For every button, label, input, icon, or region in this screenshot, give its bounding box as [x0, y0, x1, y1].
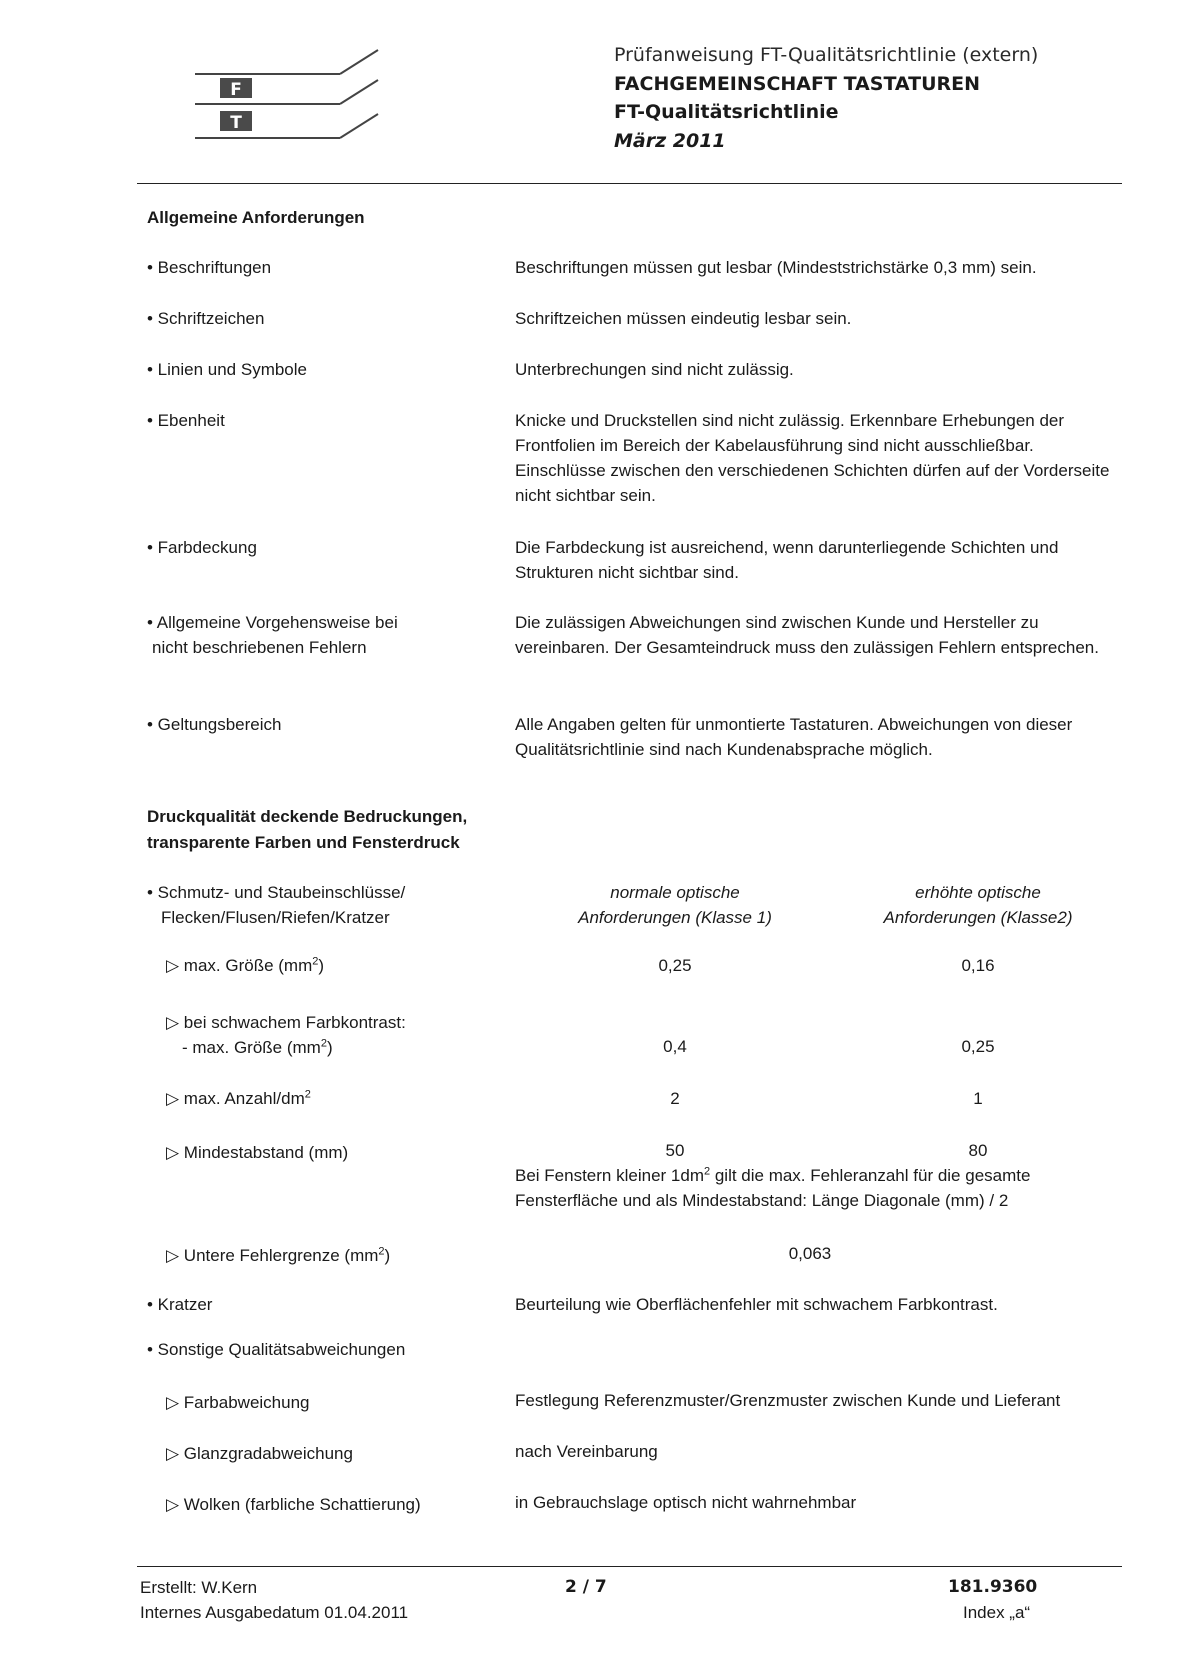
- item-label-linien: • Linien und Symbole: [147, 360, 307, 379]
- row-label-max-size: [166, 953, 324, 978]
- column-header-class1: [555, 880, 795, 930]
- item-label-ebenheit: • Ebenheit: [147, 411, 225, 430]
- value-max-size-class2: 0,16: [961, 956, 995, 975]
- row-text-glanzgrad: nach Vereinbarung: [515, 1442, 658, 1461]
- header-date: März 2011: [614, 130, 726, 152]
- footer-page-number: 2 / 7: [565, 1577, 607, 1597]
- value-low-contrast-class2: 0,25: [961, 1037, 995, 1056]
- row-label-glanzgrad: ▷ Glanzgradabweichung: [166, 1444, 353, 1463]
- row-label-max-size-end: ): [318, 956, 325, 975]
- item-label-beschriftungen: • Beschriftungen: [147, 258, 272, 277]
- value-max-count-class1: 2: [670, 1089, 680, 1108]
- value-lower-limit: 0,063: [788, 1244, 832, 1263]
- footer-divider: [137, 1566, 1122, 1567]
- item-text-geltungsbereich: Alle Angaben gelten für unmontierte Tastaturen. Abweichungen von dieser Qualitätsrichtlinie sind nach Kundenabsprache möglich.: [515, 715, 1073, 759]
- row-label-lower-limit: [166, 1243, 390, 1268]
- row-label-low-contrast: [166, 1010, 406, 1060]
- column-header-class2-line1: erhöhte optische: [915, 883, 1041, 902]
- window-note-text-a: Bei Fenstern kleiner 1dm: [515, 1166, 704, 1185]
- row-label-max-size-sup: 2: [312, 955, 319, 968]
- header-title: Prüfanweisung FT-Qualitätsrichtlinie (extern): [614, 44, 1039, 66]
- logo-letter-f: F: [230, 80, 242, 100]
- footer-issue-date: Internes Ausgabedatum 01.04.2011: [140, 1603, 409, 1622]
- item-label-schriftzeichen: • Schriftzeichen: [147, 309, 265, 328]
- column-header-class2: [858, 880, 1098, 930]
- item-text-linien: Unterbrechungen sind nicht zulässig.: [515, 360, 794, 379]
- row-label-max-count-text: ▷ max. Anzahl/dm: [166, 1089, 305, 1108]
- logo-letter-t: T: [230, 113, 242, 133]
- footer-index: Index „a“: [963, 1603, 1031, 1622]
- column-header-class2-line2: Anforderungen (Klasse2): [883, 908, 1073, 927]
- item-label-vorgehensweise: [147, 610, 398, 660]
- window-note: [515, 1163, 1115, 1213]
- value-max-size-class1: 0,25: [658, 956, 692, 975]
- row-label-max-count: [166, 1086, 311, 1111]
- row-label-min-distance: ▷ Mindestabstand (mm): [166, 1143, 349, 1162]
- item-label-sonstige: • Sonstige Qualitätsabweichungen: [147, 1340, 406, 1359]
- item-label-vorgehensweise-line1: • Allgemeine Vorgehensweise bei: [147, 613, 398, 632]
- row-label-low-contrast-sup: 2: [320, 1037, 327, 1050]
- row-label-wolken: ▷ Wolken (farbliche Schattierung): [166, 1495, 421, 1514]
- section-title-general: Allgemeine Anforderungen: [147, 208, 365, 227]
- window-note-text-b: gilt die max. Fehleranzahl für die gesamte: [710, 1166, 1031, 1185]
- footer-doc-number: 181.9360: [948, 1577, 1038, 1597]
- header-divider: [137, 183, 1122, 184]
- ft-logo-graphic: [190, 44, 390, 154]
- column-header-class1-line2: Anforderungen (Klasse 1): [578, 908, 772, 927]
- item-label-schmutz-line1: • Schmutz- und Staubeinschlüsse/: [147, 883, 406, 902]
- item-label-farbdeckung: • Farbdeckung: [147, 538, 257, 557]
- section-title-print-line1: Druckqualität deckende Bedruckungen,: [147, 807, 468, 826]
- item-text-schriftzeichen: Schriftzeichen müssen eindeutig lesbar sein.: [515, 309, 852, 328]
- item-text-kratzer: Beurteilung wie Oberflächenfehler mit schwachem Farbkontrast.: [515, 1295, 998, 1314]
- value-min-distance-class1: 50: [665, 1141, 685, 1160]
- row-label-lower-limit-sup: 2: [378, 1245, 385, 1258]
- item-label-geltungsbereich: • Geltungsbereich: [147, 715, 282, 734]
- window-note-line2: Fensterfläche und als Mindestabstand: Länge Diagonale (mm) / 2: [515, 1191, 1009, 1210]
- header-organization: FACHGEMEINSCHAFT TASTATUREN: [614, 73, 981, 95]
- ft-logo: [190, 44, 390, 154]
- item-text-ebenheit: Knicke und Druckstellen sind nicht zulässig. Erkennbare Erhebungen der Frontfolien im Bereich der Kabelausführung sind nicht ausschließbar. Einschlüsse zwischen den verschiedenen Schichten dürfen auf der Vorderseite nicht sichtbar sein.: [515, 411, 1110, 505]
- section-title-print-line2: transparente Farben und Fensterdruck: [147, 833, 460, 852]
- value-max-count-class2: 1: [973, 1089, 983, 1108]
- header-document-name: FT-Qualitätsrichtlinie: [614, 101, 839, 123]
- item-text-vorgehensweise: Die zulässigen Abweichungen sind zwischen Kunde und Hersteller zu vereinbaren. Der Gesamteindruck muss den zulässigen Fehlern entsprechen.: [515, 613, 1099, 657]
- row-label-max-count-sup: 2: [304, 1088, 311, 1101]
- item-label-schmutz-line2: Flecken/Flusen/Riefen/Kratzer: [161, 908, 390, 927]
- row-label-farbabweichung: ▷ Farbabweichung: [166, 1393, 310, 1412]
- window-note-sup: 2: [703, 1165, 711, 1178]
- row-text-farbabweichung: Festlegung Referenzmuster/Grenzmuster zwischen Kunde und Lieferant: [515, 1391, 1061, 1410]
- item-text-farbdeckung: Die Farbdeckung ist ausreichend, wenn darunterliegende Schichten und Strukturen nicht sichtbar sind.: [515, 538, 1059, 582]
- item-label-schmutz: [147, 880, 405, 930]
- value-low-contrast-class1: 0,4: [663, 1037, 687, 1056]
- value-min-distance-class2: 80: [968, 1141, 988, 1160]
- row-label-low-contrast-line1: ▷ bei schwachem Farbkontrast:: [166, 1013, 406, 1032]
- row-text-wolken: in Gebrauchslage optisch nicht wahrnehmbar: [515, 1493, 857, 1512]
- row-label-max-size-text: ▷ max. Größe (mm: [166, 956, 313, 975]
- column-header-class1-line1: normale optische: [610, 883, 740, 902]
- window-note-line1: [515, 1163, 1115, 1188]
- row-label-lower-limit-text: ▷ Untere Fehlergrenze (mm: [166, 1246, 379, 1265]
- footer-author: Erstellt: W.Kern: [140, 1578, 258, 1597]
- section-title-print: [147, 804, 467, 856]
- row-label-low-contrast-end: ): [326, 1038, 333, 1057]
- item-label-vorgehensweise-line2: nicht beschriebenen Fehlern: [152, 638, 367, 657]
- row-label-low-contrast-text: - max. Größe (mm: [182, 1038, 321, 1057]
- row-label-lower-limit-end: ): [384, 1246, 391, 1265]
- row-label-low-contrast-line2: [166, 1035, 406, 1060]
- item-label-kratzer: • Kratzer: [147, 1295, 213, 1314]
- item-text-beschriftungen: Beschriftungen müssen gut lesbar (Mindeststrichstärke 0,3 mm) sein.: [515, 258, 1037, 277]
